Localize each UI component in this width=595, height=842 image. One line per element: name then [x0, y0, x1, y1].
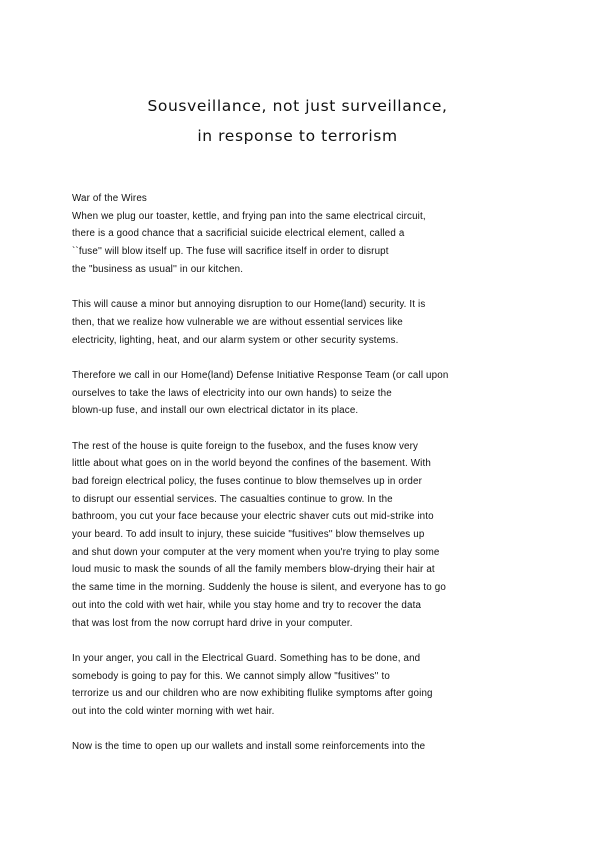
paragraph-gap: [72, 349, 532, 367]
paragraph-1-line: ``fuse'' will blow itself up. The fuse will sacrifice itself in order to disrupt: [72, 246, 389, 258]
paragraph-4-line: the same time in the morning. Suddenly the house is silent, and everyone has to go: [72, 582, 446, 594]
document-title-line-2: in response to terrorism: [197, 127, 398, 145]
paragraph-4-line: bathroom, you cut your face because your electric shaver cuts out mid-strike into: [72, 511, 434, 523]
paragraph-gap: [72, 278, 532, 296]
paragraph-4-line: and shut down your computer at the very moment when you're trying to play some: [72, 546, 440, 558]
paragraph-6-line: Now is the time to open up our wallets and install some reinforcements into the: [72, 741, 426, 753]
paragraph-3-line: Therefore we call in our Home(land) Defense Initiative Response Team (or call upon: [72, 369, 449, 381]
paragraph-5-line: out into the cold winter morning with wet hair.: [72, 705, 275, 717]
paragraph-3-line: blown-up fuse, and install our own electrical dictator in its place.: [72, 405, 359, 417]
paragraph-4-line: that was lost from the now corrupt hard drive in your computer.: [72, 617, 353, 629]
paragraph-2-line: This will cause a minor but annoying disruption to our Home(land) security. It is: [72, 299, 426, 311]
paragraph-gap: [72, 632, 532, 650]
paragraph-4-line: to disrupt our essential services. The casualties continue to grow. In the: [72, 493, 393, 505]
paragraph-4-line: loud music to mask the sounds of all the family members blow-drying their hair at: [72, 564, 435, 576]
paragraph-1-line: there is a good chance that a sacrificial suicide electrical element, called a: [72, 228, 405, 240]
document-body: [72, 190, 532, 756]
paragraph-4-line: bad foreign electrical policy, the fuses continue to blow themselves up in order: [72, 476, 422, 487]
paragraph-4-line: The rest of the house is quite foreign to the fusebox, and the fuses know very: [72, 440, 419, 452]
paragraph-5-line: In your anger, you call in the Electrical Guard. Something has to be done, and: [72, 652, 421, 664]
section-heading: War of the Wires: [72, 193, 147, 204]
paragraph-2-line: then, that we realize how vulnerable we are without essential services like: [72, 316, 403, 328]
paragraph-1-line: When we plug our toaster, kettle, and frying pan into the same electrical circuit,: [72, 210, 426, 222]
paragraph-4-line: your beard. To add insult to injury, these suicide "fusitives'' blow themselves up: [72, 529, 425, 541]
paragraph-4-line: little about what goes on in the world beyond the confines of the basement. With: [72, 458, 431, 470]
paragraph-gap: [72, 420, 532, 438]
paragraph-3-line: ourselves to take the laws of electricity into our own hands) to seize the: [72, 387, 392, 399]
document-title-line-1: Sousveillance, not just surveillance,: [147, 97, 448, 115]
paragraph-5-line: terrorize us and our children who are now exhibiting flulike symptoms after going: [72, 688, 433, 700]
paragraph-2-line: electricity, lighting, heat, and our alarm system or other security systems.: [72, 334, 399, 346]
paragraph-5-line: somebody is going to pay for this. We cannot simply allow "fusitives'' to: [72, 670, 391, 682]
paragraph-4-line: out into the cold with wet hair, while you stay home and try to recover the data: [72, 599, 422, 611]
paragraph-1-line: the "business as usual'' in our kitchen.: [72, 263, 244, 275]
paragraph-gap: [72, 721, 532, 739]
